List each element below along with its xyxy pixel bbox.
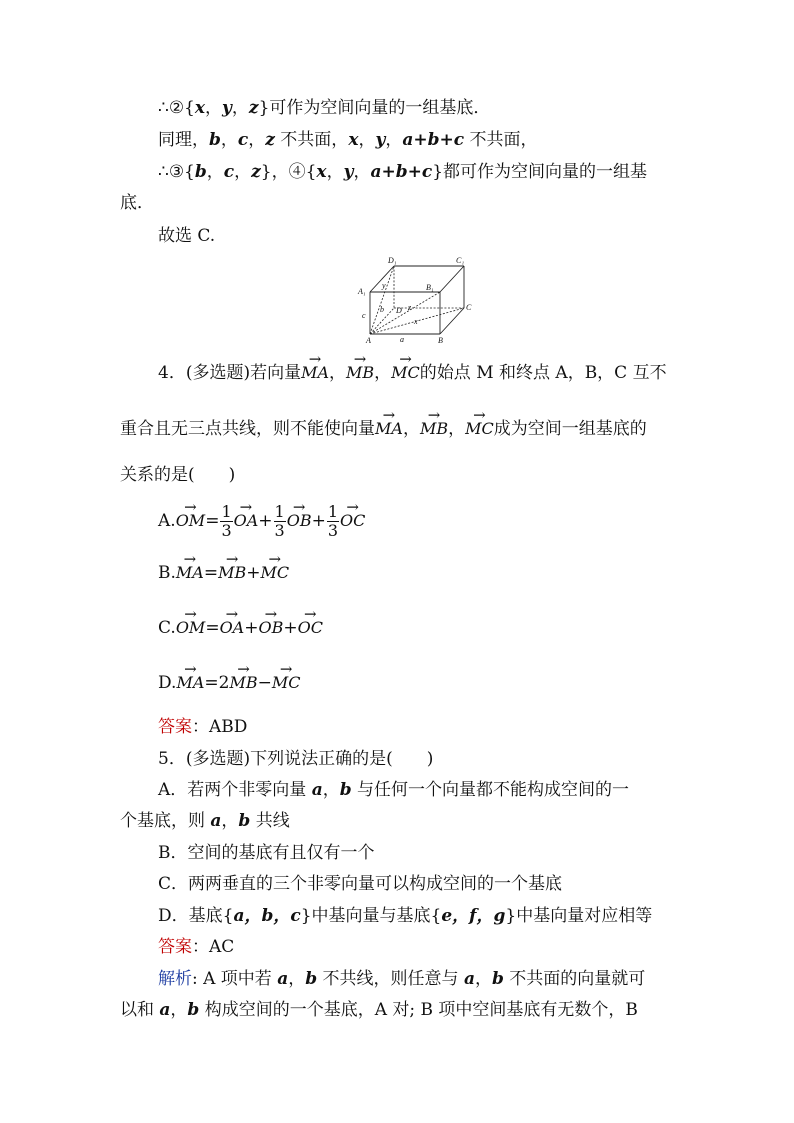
analysis-label: 解析 [158,969,192,989]
label-z: z [408,303,412,312]
q4-stem-line-3: 关系的是( ) [120,465,236,485]
q5-option-a-line-1: A．若两个非零向量 a，b 与任何一个向量都不能构成空间的一 [158,780,629,800]
answer-label: 答案 [158,717,192,737]
q5-option-a-line-2: 个基底，则 a，b 共线 [120,811,290,831]
answer-label: 答案 [158,937,192,957]
q4-option-b: B.→ MA=→ MB+→ MC [158,562,289,584]
q5-option-b: B．空间的基底有且仅有一个 [158,843,375,863]
edge-bc [440,308,464,334]
q4-option-a: A.→ OM= $\frac{1}{3}$ → OA+ $\frac{1}{3}$ → OB+ $\frac{1}{3}$ → OC [158,503,365,540]
q4-option-d: D.→ MA=2→ MB−→ MC [158,672,300,694]
q5-option-d: D．基底{a，b，c}中基向量与基底{e，f，g}中基向量对应相等 [158,906,653,926]
label-b1: B₁ [426,283,434,292]
q4-option-c: C.→ OM=→ OA+→ OB+→ OC [158,617,323,639]
label-x: x [414,317,418,326]
solution-line-3: ∴③{b，c，z}，④{x，y，a+b+c}都可作为空间向量的一组基 [158,162,648,182]
label-a1: A₁ [358,287,366,296]
q5-analysis-line-1: 解析: A 项中若 a，b 不共线，则任意与 a，b 不共面的向量就可 [158,969,646,989]
q4-answer: 答案：ABD [158,717,248,737]
solution-line-2: 同理，b，c，z 不共面，x，y，a+b+c 不共面， [158,130,538,150]
q4-stem-line-2: 重合且无三点共线，则不能使向量→ MA，→ MB，→ MC成为空间一组基底的 [120,418,647,440]
label-b: B [438,336,443,344]
q5-answer: 答案：AC [158,937,235,957]
edge-b1c1 [440,266,464,292]
label-d: D [396,306,402,315]
diag-ad1 [370,266,394,334]
label-a: A [366,336,371,344]
solution-conclusion: 故选 C. [158,226,216,246]
q5-analysis-line-2: 以和 a，b 构成空间的一个基底，A 对; B 项中空间基底有无数个，B [120,1000,638,1020]
q4-stem-line-1: 4．(多选题)若向量→ MA，→ MB，→ MC的始点 M 和终点 A，B，C 互不 [158,362,667,384]
q5-title: 5．(多选题)下列说法正确的是( ) [158,749,434,769]
label-c-vec: c [362,311,366,320]
label-d1: D₁ [388,256,397,265]
solution-line-1: ∴②{x，y，z}可作为空间向量的一组基底． [158,98,491,118]
q5-option-c: C．两两垂直的三个非零向量可以构成空间的一个基底 [158,874,563,894]
label-c: C [466,303,472,312]
label-a-vec: a [400,335,404,344]
label-y: y [382,281,386,290]
solution-line-4: 底． [120,193,154,213]
cuboid-diagram [356,252,474,344]
label-c1: C₁ [456,256,465,265]
label-b-vec: b [380,305,384,314]
